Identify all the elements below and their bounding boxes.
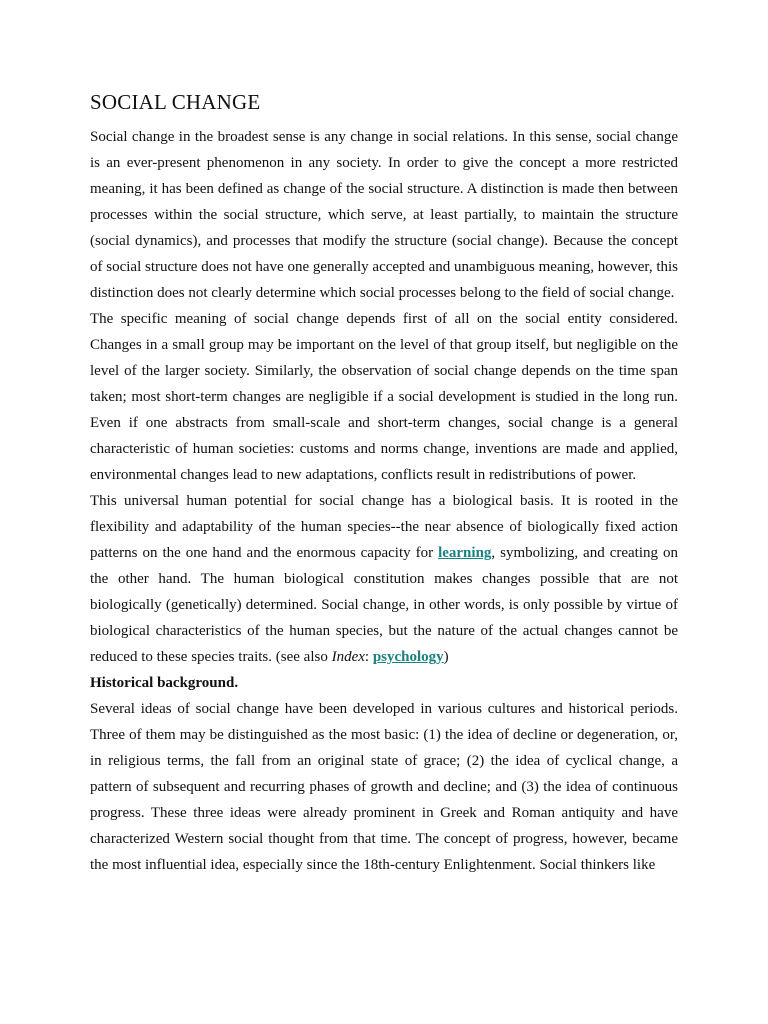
colon-separator: : — [364, 649, 373, 665]
paragraph-intro: Social change in the broadest sense is any change in social relations. In this sense, social change is an ever-present phenomenon in any society. In order to give the concept a more restricted meaning, it has been defined as change of the social structure. A distinction is made then between processes within the social structure, which serve, at least partially, to maintain the structure (social dynamics), and processes that modify the structure (social change). Because the concept of social structure does not have one generally accepted and unambiguous meaning, however, this distinction does not clearly determine which social processes belong to the field of social change. — [90, 129, 678, 301]
section-heading-historical-background: Historical background. — [90, 675, 239, 691]
index-label: Index — [331, 649, 365, 665]
paragraph-text: , symbolizing, and creating on the other hand. The human biological constitution makes changes possible that are not biologically (genetically) determined. Social change, in other words, is only possible by virtue of biological characteristics of the human species, but the nature of the actual changes cannot be reduced to these species traits. (see also — [90, 545, 678, 665]
paragraph-specific-meaning: The specific meaning of social change depends first of all on the social entity considered. Changes in a small group may be important on the level of that group itself, but negligible on the level of the larger society. Similarly, the observation of social change depends on the time span taken; most short-term changes are negligible if a social development is studied in the long run. Even if one abstracts from small-scale and short-term changes, social change is a general characteristic of human societies: customs and norms change, inventions are made and applied, environmental changes lead to new adaptations, conflicts result in redistributions of power. — [90, 311, 678, 483]
closing-paren: ) — [443, 649, 449, 665]
paragraph-text: This universal human potential for social change has a biological basis. It is rooted in the flexibility and adaptability of the human species--the near absence of biologically fixed action patterns on the one hand and the enormous capacity for — [90, 493, 678, 561]
paragraph-historical: Several ideas of social change have been developed in various cultures and historical periods. Three of them may be distinguished as the most basic: (1) the idea of decline or degeneration, or, in religious terms, the fall from an original state of grace; (2) the idea of cyclical change, a pattern of subsequent and recurring phases of growth and decline; and (3) the idea of continuous progress. These three ideas were already prominent in Greek and Roman antiquity and have characterized Western social thought from that time. The concept of progress, however, became the most influential idea, especially since the 18th-century Enlightenment. Social thinkers like — [90, 701, 678, 873]
page-title: SOCIAL CHANGE — [90, 90, 261, 114]
document-page — [90, 88, 678, 878]
paragraph-biological-basis — [90, 488, 678, 670]
psychology-link[interactable]: psychology — [372, 649, 444, 665]
learning-link[interactable]: learning — [438, 545, 492, 561]
